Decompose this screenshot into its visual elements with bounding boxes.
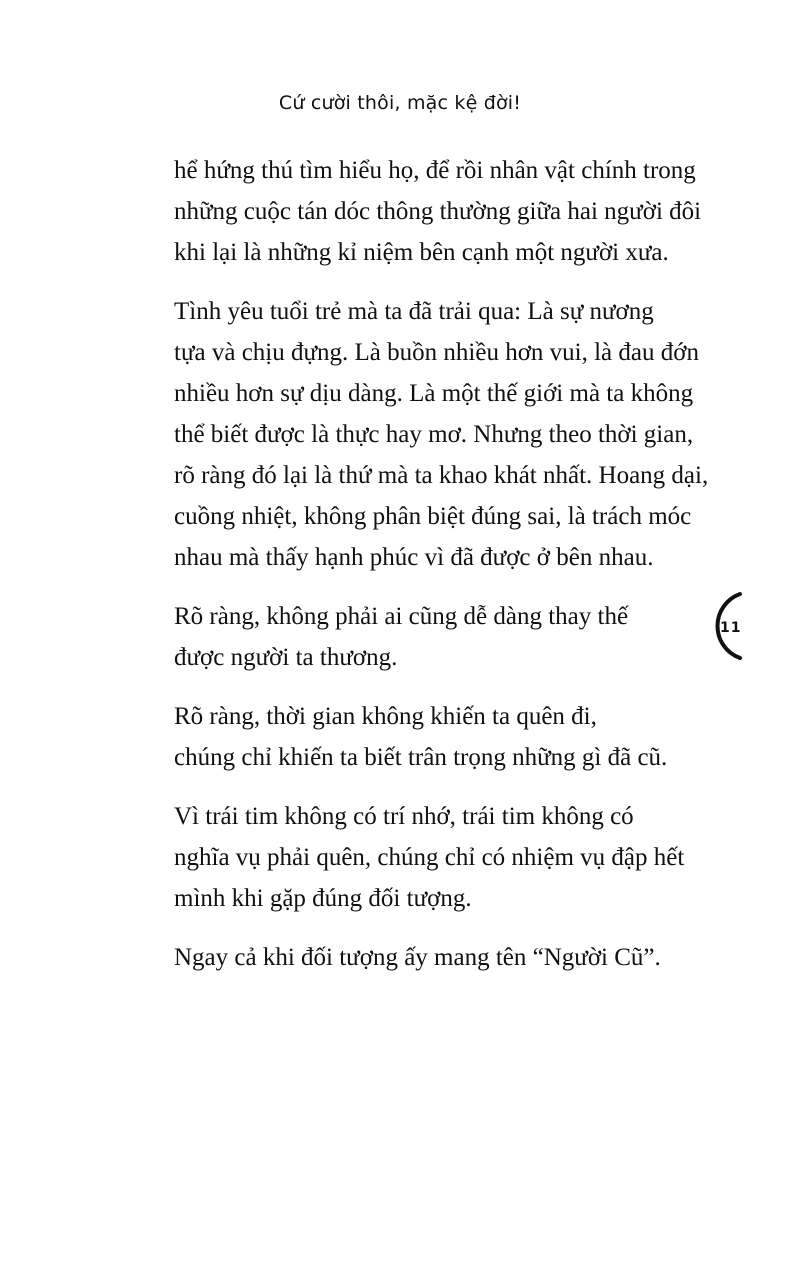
paragraph-2	[174, 291, 709, 578]
paragraph-line: Ngay cả khi đối tượng ấy mang tên “Người Cũ”.	[174, 944, 661, 971]
page-number-marker	[706, 590, 776, 660]
paragraph-1	[174, 150, 702, 273]
paragraph-line: Vì trái tim không có trí nhớ, trái tim không có	[174, 803, 634, 830]
paragraph-line: nhiều hơn sự dịu dàng. Là một thế giới mà ta không	[174, 380, 694, 407]
paragraph-line: khi lại là những kỉ niệm bên cạnh một người xưa.	[174, 239, 669, 266]
paragraph-line: cuồng nhiệt, không phân biệt đúng sai, là trách móc	[174, 503, 692, 530]
paragraph-line: rõ ràng đó lại là thứ mà ta khao khát nhất. Hoang dại,	[174, 462, 709, 489]
body-text	[174, 150, 709, 996]
paragraph-line: hể hứng thú tìm hiểu họ, để rồi nhân vật chính trong	[174, 157, 696, 184]
paragraph-3	[174, 596, 686, 678]
paragraph-line: mình khi gặp đúng đối tượng.	[174, 885, 472, 912]
paragraph-line: những cuộc tán dóc thông thường giữa hai người đôi	[174, 198, 702, 225]
running-header-title: Cứ cười thôi, mặc kệ đời!	[278, 92, 522, 114]
page-number: 11	[720, 620, 742, 636]
paragraph-line: chúng chỉ khiến ta biết trân trọng những gì đã cũ.	[174, 744, 668, 771]
paragraph-line: nghĩa vụ phải quên, chúng chỉ có nhiệm vụ đập hết	[174, 844, 685, 871]
paragraph-4	[174, 696, 686, 778]
paragraph-line: tựa và chịu đựng. Là buồn nhiều hơn vui, là đau đớn	[174, 339, 699, 366]
paragraph-line: nhau mà thấy hạnh phúc vì đã được ở bên nhau.	[174, 544, 654, 571]
paragraph-5	[174, 796, 686, 919]
paragraph-line: Tình yêu tuổi trẻ mà ta đã trải qua: Là sự nương	[174, 298, 654, 325]
paragraph-line: được người ta thương.	[174, 644, 398, 671]
paragraph-line: Rõ ràng, thời gian không khiến ta quên đi,	[174, 703, 597, 730]
paragraph-line: thể biết được là thực hay mơ. Nhưng theo thời gian,	[174, 421, 694, 448]
paragraph-6	[174, 937, 686, 978]
paragraph-line: Rõ ràng, không phải ai cũng dễ dàng thay thế	[174, 603, 629, 630]
